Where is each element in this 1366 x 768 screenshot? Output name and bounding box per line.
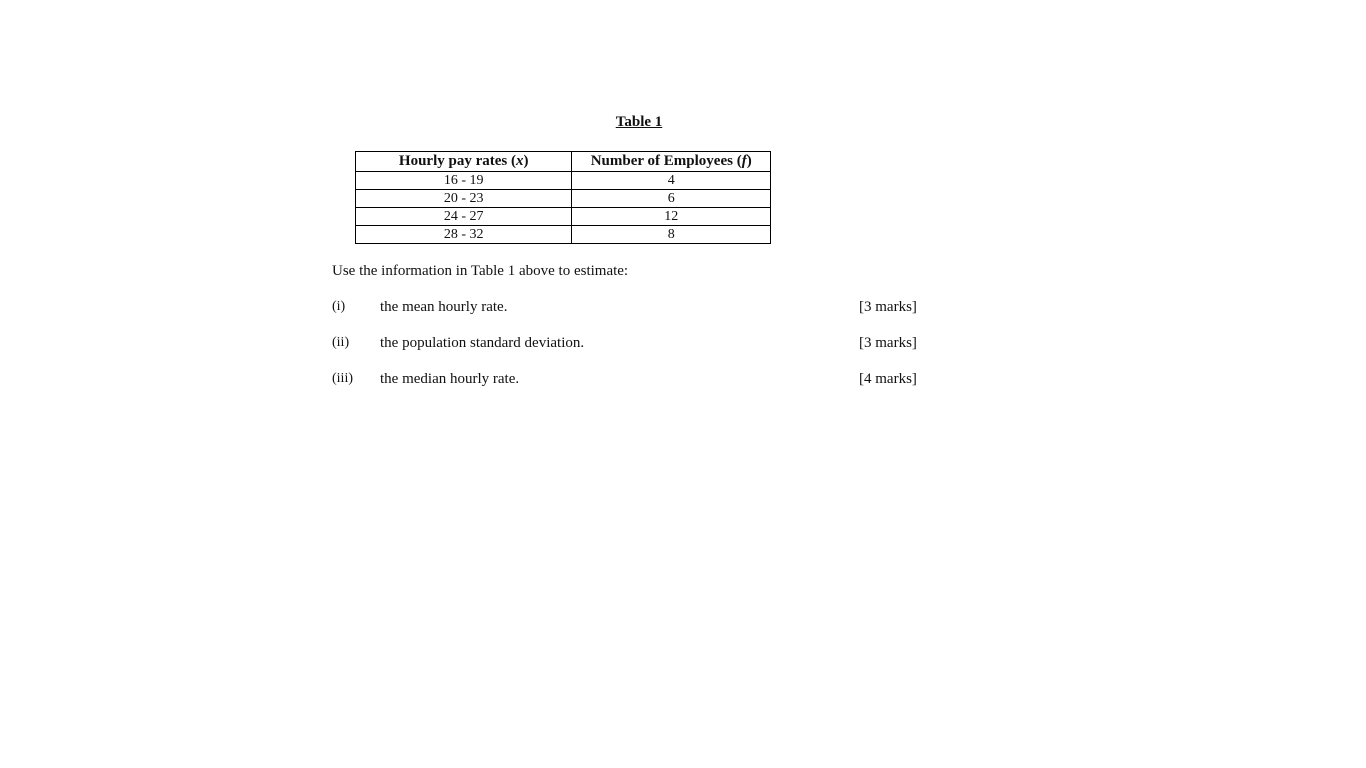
cell-employees: 4 — [572, 172, 771, 190]
question-marks: [4 marks] — [859, 371, 917, 387]
table-row — [356, 190, 771, 208]
cell-employees: 12 — [572, 208, 771, 226]
question-text: the population standard deviation. — [380, 335, 585, 351]
header-x-label: Hourly pay rates — [398, 153, 508, 169]
table-header-row — [356, 152, 771, 172]
question-number: (i) — [332, 299, 346, 314]
question-marks: [3 marks] — [859, 335, 917, 351]
header-f-label: Number of Employees — [590, 153, 733, 169]
table-row — [356, 172, 771, 190]
table-row — [356, 226, 771, 244]
question-marks: [3 marks] — [859, 299, 917, 315]
header-x-symbol: x — [516, 153, 524, 169]
question-item — [332, 335, 922, 355]
instruction-text: Use the information in Table 1 above to estimate: — [332, 263, 629, 279]
header-f-symbol: f — [741, 153, 747, 169]
cell-employees: 6 — [572, 190, 771, 208]
cell-rate: 16 - 19 — [356, 172, 572, 190]
cell-rate: 28 - 32 — [356, 226, 572, 244]
question-item — [332, 299, 922, 319]
cell-rate: 20 - 23 — [356, 190, 572, 208]
question-number: (ii) — [332, 335, 350, 350]
header-number-of-employees: Number of Employees (f) — [572, 152, 771, 172]
table-row — [356, 208, 771, 226]
question-text: the mean hourly rate. — [380, 299, 508, 315]
question-number: (iii) — [332, 371, 353, 386]
header-hourly-pay-rates: Hourly pay rates (x) — [356, 152, 572, 172]
cell-employees: 8 — [572, 226, 771, 244]
question-text: the median hourly rate. — [380, 371, 520, 387]
table-title: Table 1 — [615, 114, 663, 130]
question-item — [332, 371, 922, 391]
pay-rates-table — [355, 151, 771, 244]
cell-rate: 24 - 27 — [356, 208, 572, 226]
